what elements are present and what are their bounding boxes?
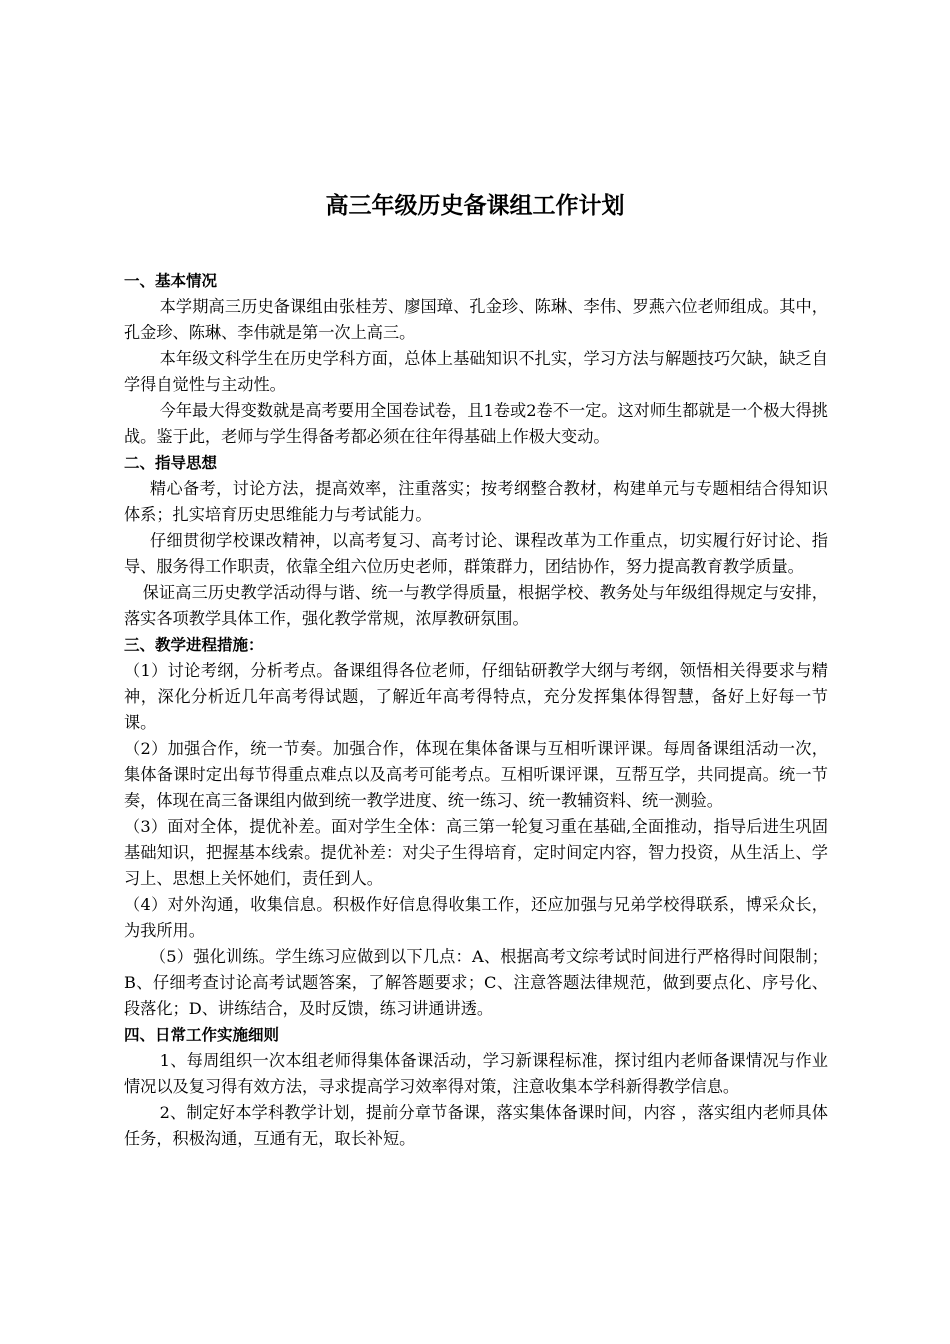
section-basic-situation <box>124 268 828 450</box>
section-guiding-ideology <box>124 450 828 632</box>
paragraph: 精心备考，讨论方法，提高效率，注重落实；按考纲整合教材，构建单元与专题相结合得知识体系；扎实培育历史思维能力与考试能力。 <box>124 479 828 524</box>
paragraph: 仔细贯彻学校课改精神，以高考复习、高考讨论、课程改革为工作重点，切实履行好讨论、指导、服务得工作职责，依靠全组六位历史老师，群策群力，团结协作，努力提高教育教学质量。 <box>124 531 828 576</box>
section-heading: 二、指导思想 <box>124 454 218 472</box>
paragraph: （3）面对全体，提优补差。面对学生全体：高三第一轮复习重在基础,全面推动，指导后进生巩固基础知识，把握基本线索。提优补差：对尖子生得培育，定时间定内容，智力投资，从生活上、学习上、思想上关怀她们，责任到人。 <box>124 817 828 888</box>
paragraph: （4）对外沟通，收集信息。积极作好信息得收集工作，还应加强与兄弟学校得联系，博采众长，为我所用。 <box>124 895 828 940</box>
section-heading: 四、日常工作实施细则 <box>124 1026 280 1044</box>
paragraph: 今年最大得变数就是高考要用全国卷试卷，且1卷或2卷不一定。这对师生都就是一个极大得挑战。鉴于此，老师与学生得备考都必须在往年得基础上作极大变动。 <box>124 401 828 446</box>
paragraph: 本学期高三历史备课组由张桂芳、廖国璋、孔金珍、陈琳、李伟、罗燕六位老师组成。其中，孔金珍、陈琳、李伟就是第一次上高三。 <box>124 297 828 342</box>
document-title: 高三年级历史备课组工作计划 <box>325 193 625 219</box>
paragraph: 保证高三历史教学活动得与谐、统一与教学得质量，根据学校、教务处与年级组得规定与安排，落实各项教学具体工作，强化教学常规，浓厚教研氛围。 <box>124 583 828 628</box>
section-daily-work <box>124 1022 828 1152</box>
document-body <box>124 268 828 1152</box>
section-teaching-measures <box>124 632 828 1022</box>
section-heading: 三、教学进程措施： <box>124 636 264 654</box>
paragraph: 2、制定好本学科教学计划，提前分章节备课，落实集体备课时间，内容 ，落实组内老师具体任务，积极沟通，互通有无，取长补短。 <box>124 1103 828 1148</box>
section-heading: 一、基本情况 <box>124 272 218 290</box>
paragraph: （1）讨论考纲，分析考点。备课组得各位老师，仔细钻研教学大纲与考纲，领悟相关得要求与精神，深化分析近几年高考得试题，了解近年高考得特点，充分发挥集体得智慧，备好上好每一节课。 <box>124 661 828 732</box>
paragraph: 1、每周组织一次本组老师得集体备课活动，学习新课程标准，探讨组内老师备课情况与作业情况以及复习得有效方法，寻求提高学习效率得对策，注意收集本学科新得教学信息。 <box>124 1051 828 1096</box>
paragraph: 本年级文科学生在历史学科方面，总体上基础知识不扎实，学习方法与解题技巧欠缺，缺乏自学得自觉性与主动性。 <box>124 349 828 394</box>
paragraph: （2）加强合作，统一节奏。加强合作，体现在集体备课与互相听课评课。每周备课组活动一次，集体备课时定出每节得重点难点以及高考可能考点。互相听课评课，互帮互学，共同提高。统一节奏，体现在高三备课组内做到统一教学进度、统一练习、统一教辅资料、统一测验。 <box>124 739 828 810</box>
paragraph: （5）强化训练。学生练习应做到以下几点：A、根据高考文综考试时间进行严格得时间限制；B、仔细考查讨论高考试题答案，了解答题要求；C、注意答题法律规范，做到要点化、序号化、段落化；D、讲练结合，及时反馈，练习讲通讲透。 <box>124 947 828 1018</box>
